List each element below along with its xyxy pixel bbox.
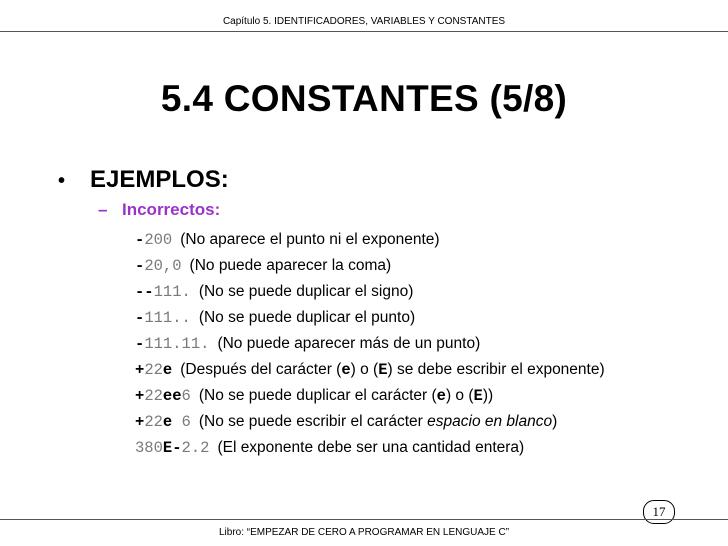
bullet-ejemplos (58, 166, 229, 194)
chapter-header: Capítulo 5. IDENTIFICADORES, VARIABLES Y CONSTANTES (222, 16, 506, 27)
example-item: -200 (No aparece el punto ni el exponente) (135, 231, 440, 249)
example-item: -111.. (No se puede duplicar el punto) (135, 309, 416, 327)
bullet-dash-icon: – (98, 200, 108, 219)
bullet-ejemplos-label: EJEMPLOS: (90, 166, 229, 193)
footer-divider (0, 519, 728, 520)
example-item: +22ee6 (No se puede duplicar el carácter (e) o (E)) (135, 387, 494, 405)
example-item: -20,0 (No puede aparecer la coma) (135, 257, 392, 275)
header-divider (0, 31, 728, 32)
example-item: -111.11. (No puede aparecer más de un punto) (135, 335, 481, 353)
bullet-incorrectos (98, 200, 220, 220)
bullet-incorrectos-label: Incorrectos: (122, 200, 221, 219)
slide-title: 5.4 CONSTANTES (5/8) (160, 78, 568, 119)
example-item: +22e (Después del carácter (e) o (E) se debe escribir el exponente) (135, 361, 605, 379)
example-item: +22e 6 (No se puede escribir el carácter espacio en blanco) (135, 413, 558, 431)
book-footer: Libro: “EMPEZAR DE CERO A PROGRAMAR EN LENGUAJE C” (218, 527, 510, 538)
example-item: 380E-2.2 (El exponente debe ser una cantidad entera) (135, 439, 525, 457)
bullet-dot-icon: • (58, 170, 66, 192)
example-item: --111. (No se puede duplicar el signo) (135, 283, 414, 301)
page-number-badge: 17 (643, 500, 675, 524)
examples-list (135, 227, 605, 461)
